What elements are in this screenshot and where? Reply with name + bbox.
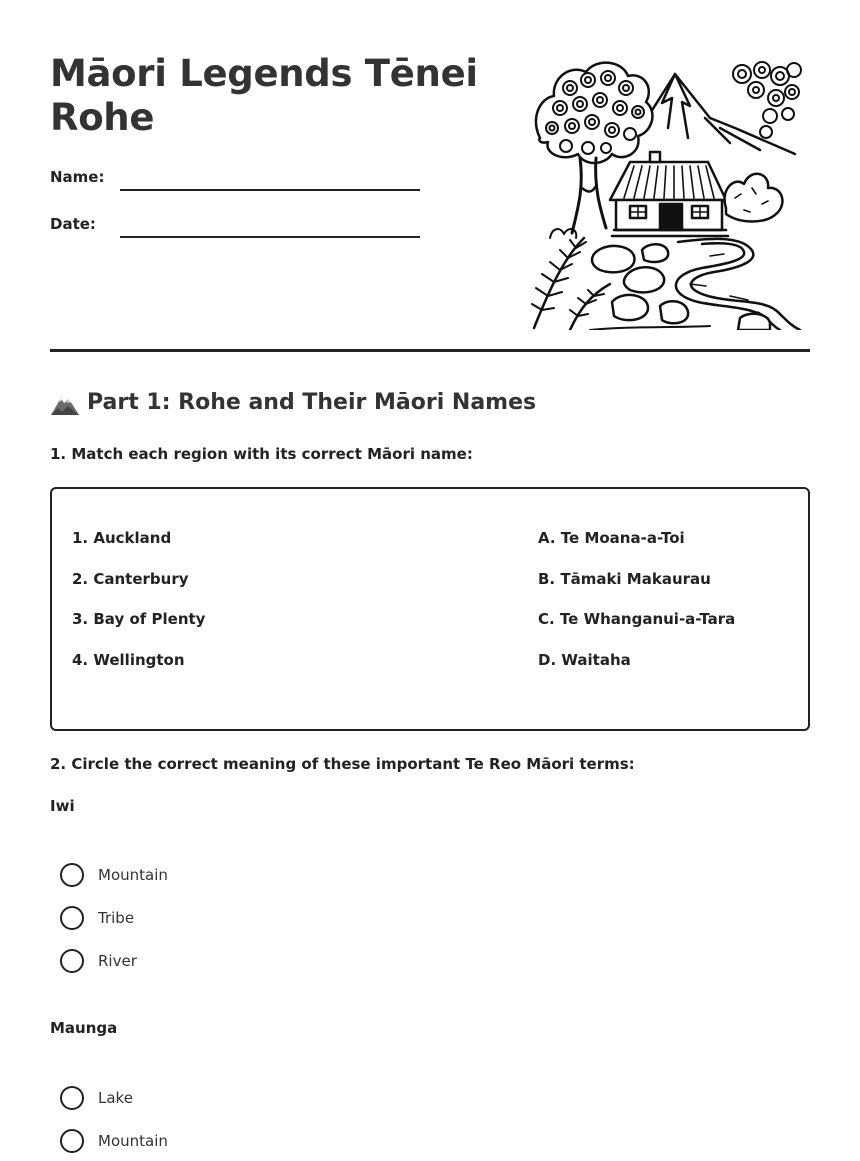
match-left-3[interactable]: 3. Bay of Plenty	[72, 610, 206, 628]
option-label: Tribe	[98, 909, 135, 927]
match-left-4[interactable]: 4. Wellington	[72, 651, 185, 669]
question-1: 1. Match each region with its correct Māori name:	[50, 445, 473, 463]
option-maunga-1[interactable]	[60, 1085, 133, 1111]
match-right-c[interactable]: C. Te Whanganui-a-Tara	[538, 610, 736, 628]
date-label: Date:	[50, 215, 96, 233]
part1-heading-text: Part 1: Rohe and Their Māori Names	[87, 390, 537, 415]
radio-circle[interactable]	[60, 949, 84, 973]
name-label: Name:	[50, 168, 105, 186]
part1-heading	[50, 388, 536, 418]
page-title: Māori Legends Tēnei Rohe	[50, 52, 478, 139]
question-2: 2. Circle the correct meaning of these important Te Reo Māori terms:	[50, 755, 635, 773]
match-right-a[interactable]: A. Te Moana-a-Toi	[538, 529, 685, 547]
option-iwi-1[interactable]	[60, 862, 168, 888]
match-right-b[interactable]: B. Tāmaki Makaurau	[538, 570, 711, 588]
match-left-2[interactable]: 2. Canterbury	[72, 570, 189, 588]
radio-circle[interactable]	[60, 1129, 84, 1153]
date-field[interactable]	[50, 211, 420, 235]
term-maunga: Maunga	[50, 1019, 118, 1037]
radio-circle[interactable]	[60, 906, 84, 930]
match-right-d[interactable]: D. Waitaha	[538, 651, 631, 669]
mountain-icon	[50, 390, 80, 416]
name-line[interactable]	[120, 189, 420, 191]
option-label: River	[98, 952, 137, 970]
match-left-1[interactable]: 1. Auckland	[72, 529, 172, 547]
option-iwi-2[interactable]	[60, 905, 134, 931]
option-label: Mountain	[98, 1132, 168, 1150]
name-field[interactable]	[50, 164, 420, 188]
option-iwi-3[interactable]	[60, 948, 137, 974]
option-maunga-2[interactable]	[60, 1128, 168, 1154]
option-label: Lake	[98, 1089, 133, 1107]
option-label: Mountain	[98, 866, 168, 884]
term-iwi: Iwi	[50, 797, 75, 815]
header-divider	[50, 349, 810, 352]
landscape-illustration	[530, 58, 804, 330]
matching-box	[50, 487, 810, 731]
radio-circle[interactable]	[60, 863, 84, 887]
radio-circle[interactable]	[60, 1086, 84, 1110]
date-line[interactable]	[120, 236, 420, 238]
